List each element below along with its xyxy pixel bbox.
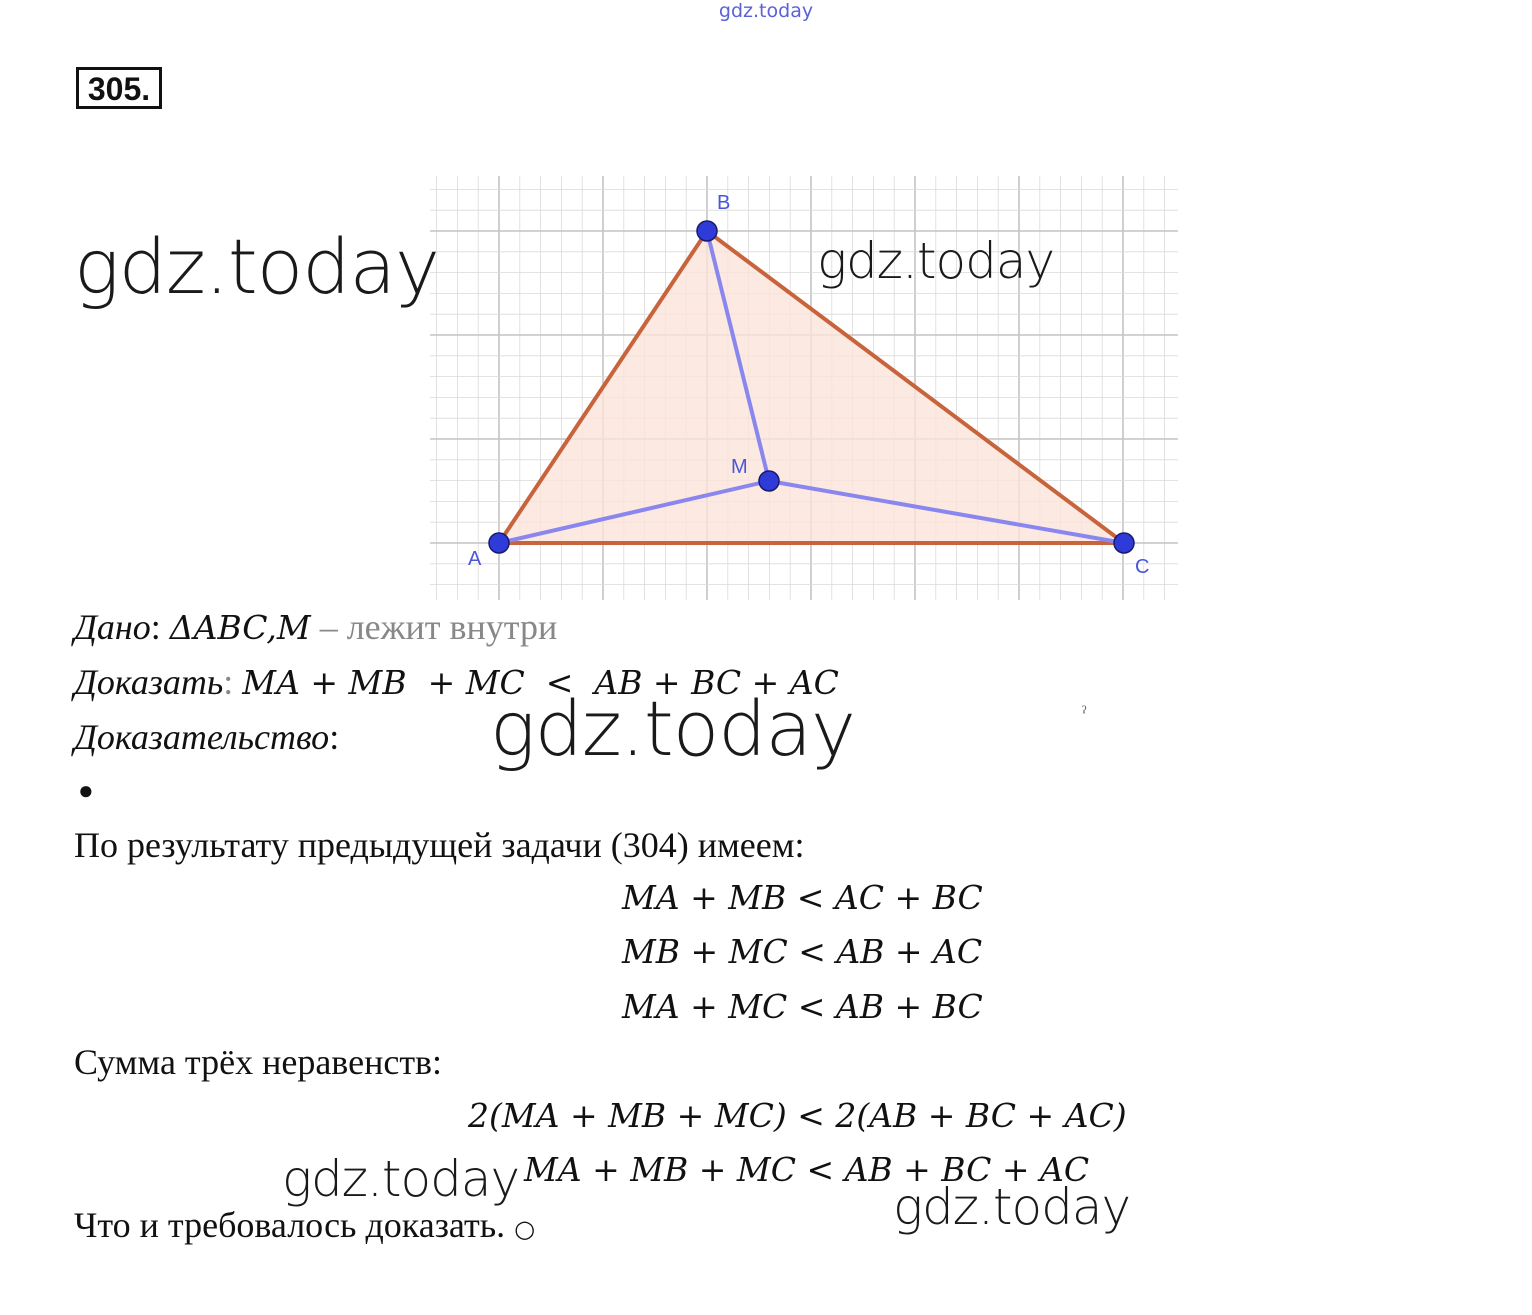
- triangle-figure: [430, 176, 1178, 605]
- label-m: M: [731, 456, 748, 478]
- point-m: [759, 471, 779, 491]
- point-a: [489, 533, 509, 553]
- prove-expression: MA + MB + MC < AB + BC + AC: [242, 663, 839, 702]
- problem-number: 305.: [76, 67, 162, 109]
- proof-label: Доказательство: [74, 717, 330, 757]
- stray-mark: ˀ: [1082, 702, 1087, 722]
- conclusion-text: Что и требовалось доказать.: [74, 1205, 506, 1245]
- given-comma: ,: [266, 608, 277, 647]
- point-c: [1114, 533, 1134, 553]
- inequality-1: MA + MB < AC + BC: [622, 878, 983, 917]
- inequality-3: MA + MC < AB + BC: [622, 987, 983, 1026]
- prove-label: Доказать: [74, 662, 224, 702]
- figure-watermark: gdz.today: [817, 232, 1055, 290]
- middle-watermark: gdz.today: [490, 684, 855, 773]
- end-mark: ○: [514, 1215, 536, 1243]
- label-c: C: [1135, 556, 1150, 578]
- label-b: B: [717, 192, 731, 214]
- prove-line: [74, 661, 839, 703]
- inequality-2: MB + MC < AB + AC: [622, 932, 983, 971]
- previous-result-text: По результату предыдущей задачи (304) имеем:: [74, 825, 805, 865]
- bottom-right-watermark: gdz.today: [893, 1178, 1131, 1236]
- proof-line: [74, 716, 339, 758]
- label-a: A: [468, 548, 482, 570]
- final-expression: MA + MB + MC < AB + BC + AC: [524, 1150, 1090, 1189]
- prove-colon: :: [223, 662, 243, 702]
- given-point: M: [276, 608, 311, 647]
- bottom-left-watermark: gdz.today: [282, 1150, 520, 1208]
- point-b: [697, 221, 717, 241]
- large-left-watermark: gdz.today: [74, 222, 439, 311]
- given-label: Дано: [74, 607, 151, 647]
- bullet: ●: [78, 776, 94, 805]
- given-triangle: ΔABC: [169, 608, 267, 647]
- given-text: – лежит внутри: [310, 607, 558, 647]
- figure-svg: [430, 176, 1178, 600]
- top-watermark: gdz.today: [718, 0, 814, 22]
- sum-text: Сумма трёх неравенств:: [74, 1042, 443, 1082]
- given-colon: :: [150, 607, 170, 647]
- sum-expression: 2(MA + MB + MC) < 2(AB + BC + AC): [468, 1096, 1127, 1135]
- conclusion-line: [74, 1204, 535, 1246]
- proof-colon: :: [329, 717, 340, 757]
- given-line: [74, 606, 557, 648]
